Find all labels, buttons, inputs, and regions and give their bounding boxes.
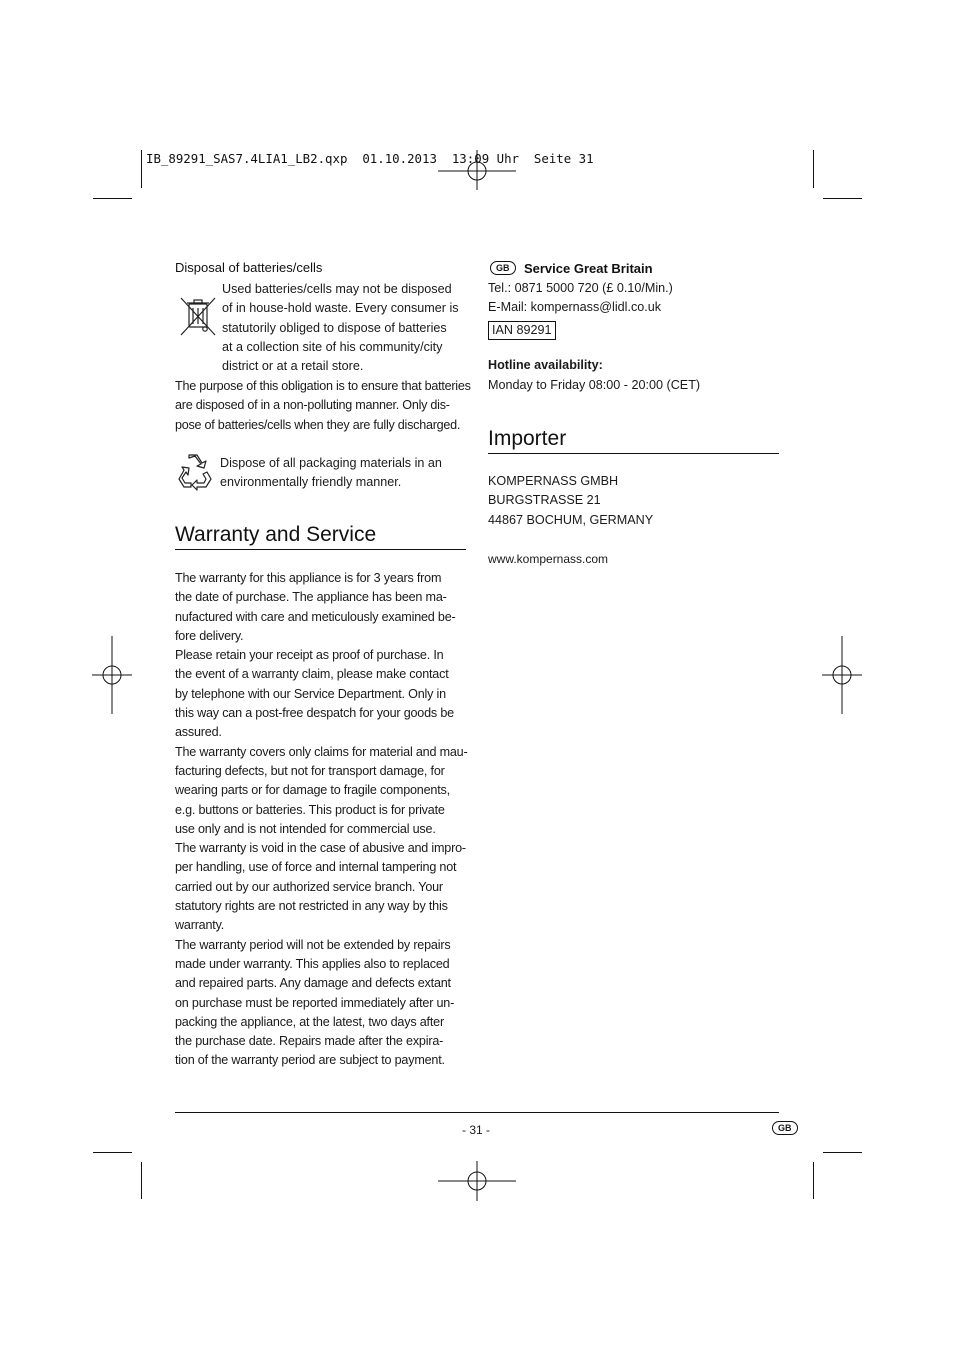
text-line: warranty. [175,918,225,933]
service-heading: Service Great Britain [523,261,653,276]
text-line: carried out by our authorized service branch. Your [175,879,443,894]
registration-mark-top [438,150,518,190]
text-line: fore delivery. [175,628,244,643]
importer-company: KOMPERNASS GMBH [488,474,619,488]
text-line: The purpose of this obligation is to ensure that batteries [175,379,471,393]
text-line: e.g. buttons or batteries. This product is for private [175,802,445,817]
text-line: The warranty is void in the case of abusive and impro- [175,841,466,856]
text-line: The warranty period will not be extended by repairs [175,937,451,952]
text-line: Used batteries/cells may not be disposed [222,282,452,296]
hotline-hours: Monday to Friday 08:00 - 20:00 (CET) [488,378,701,392]
text-line: Dispose of all packaging materials in an [220,456,442,470]
text-line: by telephone with our Service Department. Only in [175,686,446,701]
text-line: tion of the warranty period are subject to payment. [175,1053,445,1068]
importer-city: 44867 BOCHUM, GERMANY [488,512,654,527]
registration-mark-right [822,636,862,714]
packaging-text [220,454,470,493]
text-line: of in house-hold waste. Every consumer is [222,301,459,316]
batteries-indented-text [222,280,472,376]
warranty-title: Warranty and Service [175,523,466,550]
footer-rule [175,1112,779,1113]
importer-street: BURGSTRASSE 21 [488,493,601,508]
ian-box [488,321,556,340]
warranty-text [175,569,475,1071]
importer-address [488,472,778,530]
gb-badge-icon: GB [490,261,516,275]
crossed-out-wheelie-bin-icon [178,295,218,337]
text-line: packing the appliance, at the latest, two days after [175,1014,444,1029]
text-line: environmentally friendly manner. [220,475,402,490]
text-line: made under warranty. This applies also to replaced [175,956,450,971]
text-line: at a collection site of his community/city [222,339,443,354]
text-line: on purchase must be reported immediately after un- [175,995,455,1010]
text-line: pose of batteries/cells when they are fully discharged. [175,417,461,432]
text-line: district or at a retail store. [222,359,364,374]
importer-title: Importer [488,427,779,454]
text-line: use only and is not intended for commercial use. [175,821,436,836]
text-line: the date of purchase. The appliance has been ma- [175,590,447,605]
text-line: and repaired parts. Any damage and defects extant [175,976,451,991]
text-line: Please retain your receipt as proof of purchase. In [175,648,444,663]
text-line: the purchase date. Repairs made after the expira- [175,1034,444,1049]
batteries-heading: Disposal of batteries/cells [175,260,323,275]
text-line: assured. [175,725,222,740]
registration-mark-bottom [438,1161,518,1201]
text-line: the event of a warranty claim, please make contact [175,667,449,682]
page-number: - 31 - [462,1123,491,1137]
text-line: this way can a post-free despatch for your goods be [175,706,454,721]
text-line: nufactured with care and meticulously examined be- [175,609,456,624]
batteries-purpose-text [175,377,475,435]
importer-website: www.kompernass.com [488,552,609,566]
service-contact [488,279,778,318]
text-line: are disposed of in a non-polluting manner. Only dis- [175,398,450,413]
text-line: statutorily obliged to dispose of batteries [222,320,447,335]
text-line: statutory rights are not restricted in any way by this [175,899,448,914]
registration-mark-left [92,636,132,714]
file-slug-line: IB_89291_SAS7.4LIA1_LB2.qxp 01.10.2013 13:09 Uhr Seite 31 [146,151,594,166]
footer-gb-badge-icon: GB [772,1121,798,1135]
text-line: per handling, use of force and internal tampering not [175,860,457,875]
text-line: wearing parts or for damage to fragile components, [175,783,450,798]
hotline-label: Hotline availability: [488,358,603,372]
service-email: E-Mail: kompernass@lidl.co.uk [488,300,662,315]
service-tel: Tel.: 0871 5000 720 (£ 0.10/Min.) [488,281,673,295]
service-heading-row [490,260,653,278]
ian-number: IAN 89291 [488,321,556,340]
text-line: facturing defects, but not for transport damage, for [175,763,445,778]
recycling-icon [175,452,215,492]
text-line: The warranty for this appliance is for 3 years from [175,571,442,585]
text-line: The warranty covers only claims for material and mau- [175,744,468,759]
